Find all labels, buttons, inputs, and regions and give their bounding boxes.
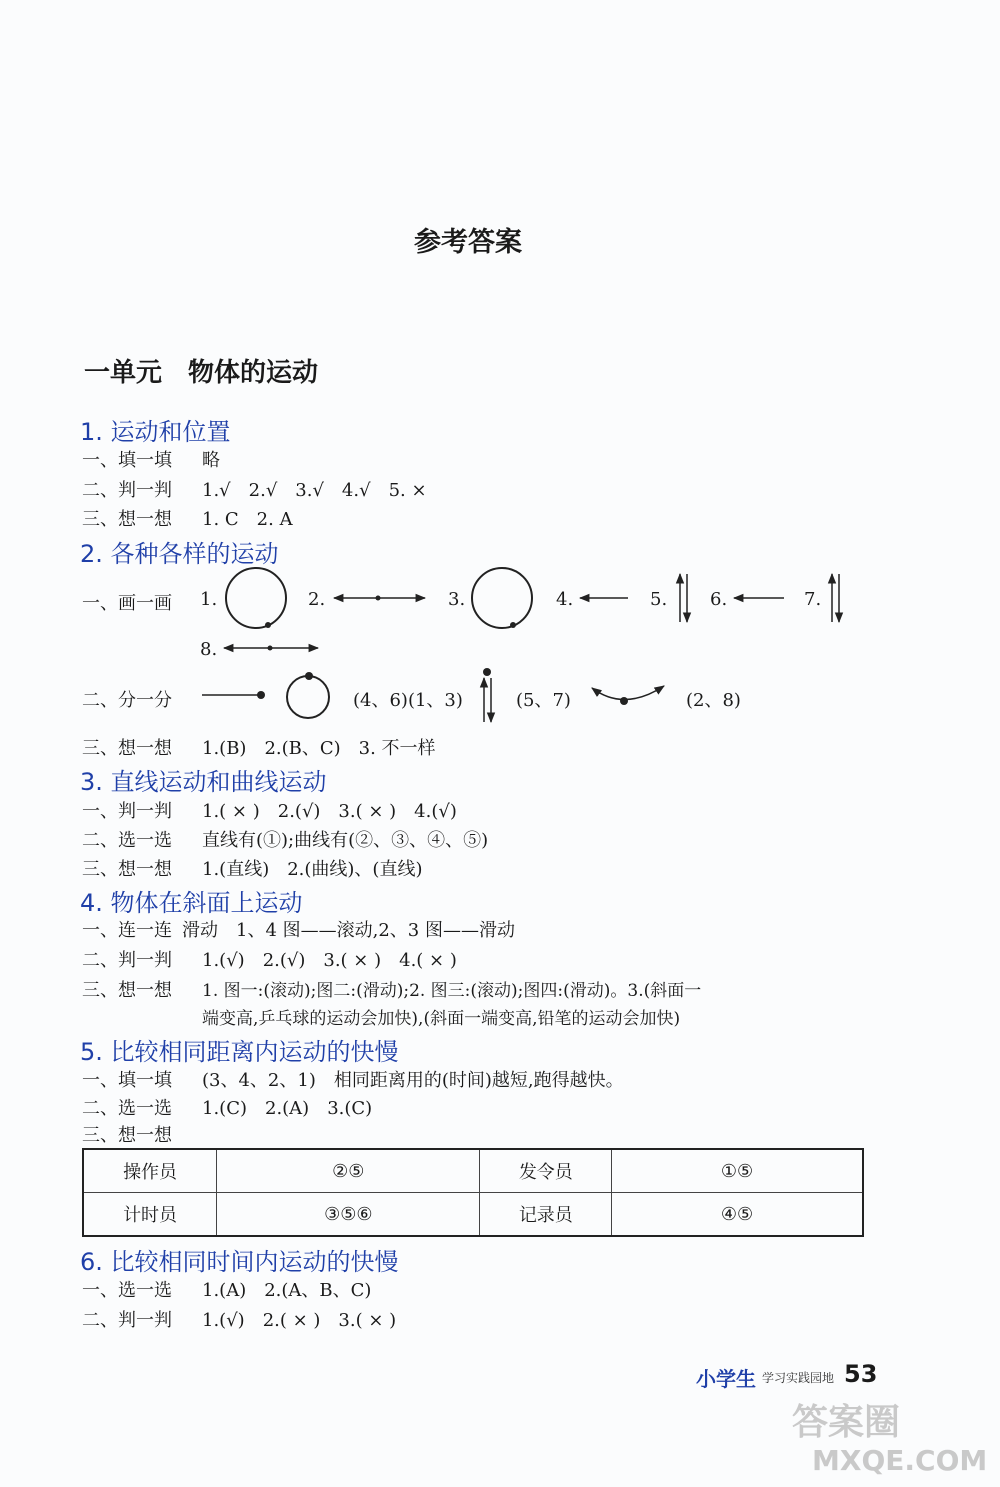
answer-text: 1.(A) 2.(A、B、C): [202, 1280, 372, 1301]
row-label: 二、选一选: [82, 830, 172, 851]
group-answer: (5、7): [516, 690, 571, 711]
row-label: 一、判一判: [82, 801, 172, 822]
group-answer: (2、8): [686, 690, 741, 711]
section-5-heading: 5. 比较相同距离内运动的快慢: [80, 1038, 399, 1066]
section-3-heading: 3. 直线运动和曲线运动: [80, 768, 327, 796]
answer-text: 直线有(①);曲线有(②、③、④、⑤): [202, 830, 489, 851]
answer-text: 1. 图一:(滚动);图二:(滑动);2. 图三:(滚动);图四:(滑动)。3.(斜面一: [202, 981, 702, 1001]
table-row: [83, 1193, 863, 1237]
answer-text: 滑动 1、4 图——滚动,2、3 图——滑动: [182, 920, 515, 941]
answer-text: 1.( × ) 2.(√) 3.( × ) 4.(√): [202, 801, 457, 822]
answer-text: 1.(B) 2.(B、C) 3. 不一样: [202, 738, 436, 759]
answer-text: 1.(直线) 2.(曲线)、(直线): [202, 859, 423, 880]
row-label: 三、想一想: [82, 509, 172, 530]
item-number: 1.: [200, 589, 218, 610]
row-label: 三、想一想: [82, 1125, 172, 1146]
table-cell: 记录员: [480, 1193, 612, 1237]
watermark-logo: 答案圈: [792, 1402, 901, 1443]
page-title: 参考答案: [414, 227, 522, 258]
answer-text: 1.√ 2.√ 3.√ 4.√ 5. ×: [202, 480, 427, 501]
row-label: 二、分一分: [82, 690, 172, 711]
row-label: 一、填一填: [82, 450, 172, 471]
item-number: 2.: [308, 589, 326, 610]
answer-text: 1.(√) 2.( × ) 3.( × ): [202, 1310, 397, 1331]
answer-text: 略: [202, 450, 220, 471]
table-cell: ②⑤: [217, 1149, 480, 1193]
roles-table: [82, 1148, 864, 1237]
row-label: 二、判一判: [82, 950, 172, 971]
row-label: 三、想一想: [82, 980, 172, 1001]
answer-text: 1.(√) 2.(√) 3.( × ) 4.( × ): [202, 950, 457, 971]
row-label: 三、想一想: [82, 859, 172, 880]
row-label: 三、想一想: [82, 738, 172, 759]
answer-text-continued: 端变高,乒乓球的运动会加快),(斜面一端变高,铅笔的运动会加快): [202, 1009, 681, 1029]
item-number: 5.: [650, 589, 668, 610]
answer-text: 1.(C) 2.(A) 3.(C): [202, 1098, 373, 1119]
row-label: 一、选一选: [82, 1280, 172, 1301]
item-number: 7.: [804, 589, 822, 610]
double-arrow-line-icon: [334, 596, 425, 601]
vertical-double-arrow-dot-icon: [483, 668, 491, 722]
footer-subtitle: 学习实践园地: [762, 1371, 835, 1385]
item-number: 6.: [710, 589, 728, 610]
vertical-double-arrow-icon: [832, 574, 839, 622]
table-cell: 发令员: [480, 1149, 612, 1193]
answer-text: (3、4、2、1) 相同距离用的(时间)越短,跑得越快。: [202, 1070, 624, 1091]
answer-text: 1. C 2. A: [202, 509, 293, 530]
vertical-double-arrow-icon: [680, 574, 687, 622]
curve-arrow-dot-icon: [592, 686, 664, 705]
item-number: 4.: [556, 589, 574, 610]
section-1-heading: 1. 运动和位置: [80, 418, 231, 446]
table-cell: ③⑤⑥: [217, 1193, 480, 1237]
double-arrow-line-icon: [224, 646, 318, 651]
item-number: 3.: [448, 589, 466, 610]
table-cell: ④⑤: [612, 1193, 863, 1237]
section-2-heading: 2. 各种各样的运动: [80, 540, 279, 568]
table-row: [83, 1149, 863, 1193]
circle-motion-icon: [472, 568, 532, 628]
footer-brand: 小学生: [696, 1367, 756, 1391]
straight-line-dot-icon: [202, 691, 265, 699]
row-label: 二、判一判: [82, 480, 172, 501]
table-cell: ①⑤: [612, 1149, 863, 1193]
section-6-heading: 6. 比较相同时间内运动的快慢: [80, 1248, 399, 1276]
item-number: 8.: [200, 639, 218, 660]
table-cell: 操作员: [83, 1149, 217, 1193]
row-label: 二、选一选: [82, 1098, 172, 1119]
row-label: 一、画一画: [82, 593, 172, 614]
row-label: 二、判一判: [82, 1310, 172, 1331]
table-cell: 计时员: [83, 1193, 217, 1237]
circle-motion-icon: [226, 568, 286, 628]
row-label: 一、填一填: [82, 1070, 172, 1091]
watermark-url: MXQE.COM: [812, 1444, 988, 1477]
motion-diagrams: [0, 560, 1000, 760]
group-answer: (4、6)(1、3): [353, 690, 463, 711]
section-4-heading: 4. 物体在斜面上运动: [80, 889, 303, 917]
page-number: 53: [844, 1360, 878, 1388]
row-label: 一、连一连: [82, 920, 172, 941]
circle-dot-icon: [287, 672, 329, 718]
unit-heading: 一单元 物体的运动: [84, 358, 319, 388]
